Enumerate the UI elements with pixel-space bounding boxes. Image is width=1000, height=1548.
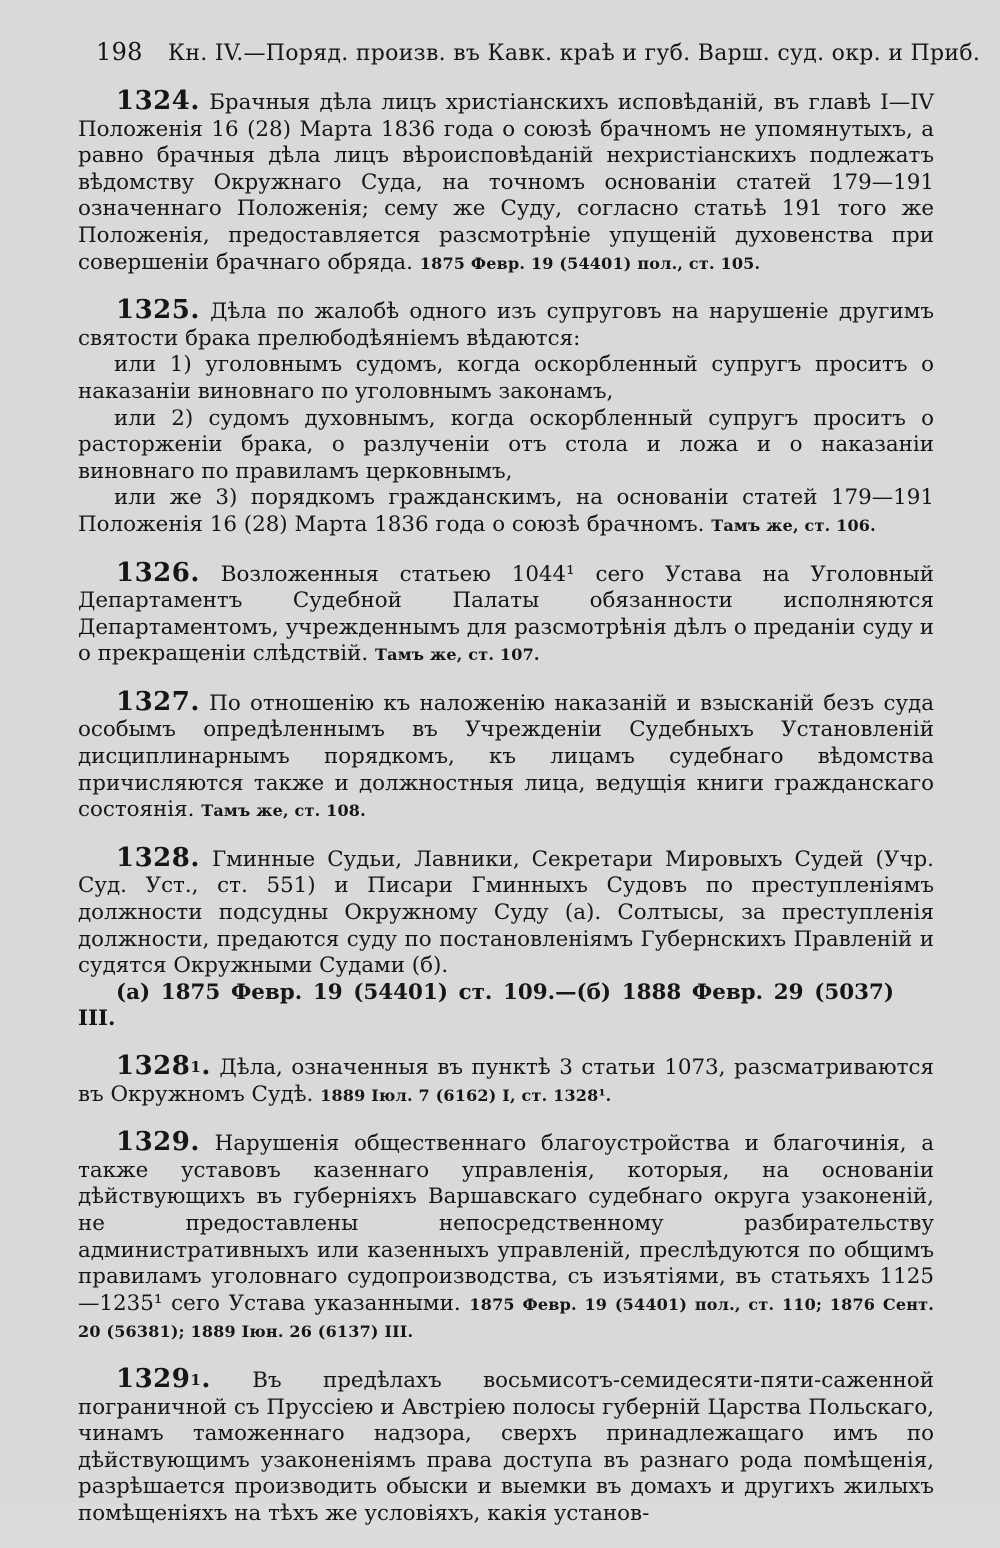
article-1325	[78, 297, 934, 539]
article-paragraph	[78, 686, 934, 825]
article-paragraph	[78, 1129, 934, 1346]
article-text: Въ предѣлахъ восьмисотъ-семидесяти-пяти-саженной пограничной съ Пруссіею и Австріею полосы губерній Царства Польскаго, чинамъ таможеннаго надзора, сверхъ принадлежащаго имъ по дѣйствующимъ узаконеніямъ права доступа въ разнаго рода помѣщенія, разрѣшается производить обыски и выемки въ домахъ и другихъ жилыхъ помѣщеніяхъ на тѣхъ же условіяхъ, какія установ-	[78, 1367, 934, 1526]
article-text: Нарушенія общественнаго благоустройства и благочинія, а также уставовъ казеннаго управленія, которыя, на основаніи дѣйствующихъ въ губерніяхъ Варшавскаго судебнаго округа узаконеній, не предоставлены непосредственному разбирательству административныхъ или казенныхъ управленій, преслѣдуются по общимъ правиламъ уголовнаго судопроизводства, съ изъятіями, въ статьяхъ 1125—1235¹ сего Устава указанными.	[78, 1131, 934, 1316]
article-paragraph	[78, 88, 934, 277]
article-1326	[78, 557, 934, 669]
legal-reference: Тамъ же, ст. 108.	[201, 801, 366, 821]
article-text: Дѣла, означенныя въ пунктѣ 3 статьи 1073, разсматриваются въ Окружномъ Судѣ.	[78, 1055, 934, 1107]
article-1329	[78, 1129, 934, 1346]
legal-reference: 1875 Февр. 19 (54401) пол., ст. 110; 1876 Сент. 20 (56381); 1889 Іюн. 26 (6137) III.	[78, 1294, 934, 1342]
page-number: 198	[96, 38, 143, 66]
running-title: Кн. IV.—Поряд. произв. въ Кавк. краѣ и губ. Варш. суд. окр. и Приб.	[168, 41, 981, 66]
article-text: Возложенныя статьею 1044¹ сего Устава на Уголовный Департаментъ Судебной Палаты обязанности исполняются Департаментомъ, учрежденнымъ для разсмотрѣнія дѣлъ о преданіи суду и о прекращеніи слѣдствій.	[78, 561, 934, 667]
article-number: 1328.	[116, 842, 200, 873]
legal-reference: (а) 1875 Февр. 19 (54401) ст. 109.—(б) 1888 Февр. 29 (5037) III.	[78, 979, 894, 1032]
legal-reference: Тамъ же, ст. 106.	[711, 515, 876, 535]
article-1328	[78, 842, 934, 1033]
legal-reference: 1875 Февр. 19 (54401) пол., ст. 105.	[419, 253, 761, 273]
page-body	[78, 88, 934, 1548]
article-text: По отношенію къ наложенію наказаній и взысканій безъ суда особымъ опредѣленнымъ въ Учрежденіи Судебныхъ Установленій дисциплинарнымъ порядкомъ, къ лицамъ судебнаго вѣдомства причисляются также и должностныя лица, ведущія книги гражданскаго состоянія.	[78, 690, 934, 823]
article-number-superscript: 1	[190, 1370, 202, 1389]
article-text: Гминные Судьи, Лавники, Секретари Мировыхъ Судей (Учр. Суд. Уст., ст. 551) и Писари Гминныхъ Судовъ по преступленіямъ должности подсудны Окружному Суду (а). Солтысы, за преступленія должности, предаются суду по постановленіямъ Губернскихъ Правленій и судятся Окружными Судами (б).	[78, 846, 934, 979]
article-1329-1	[78, 1363, 934, 1528]
legal-reference: Тамъ же, ст. 107.	[375, 645, 540, 665]
legal-reference: 1889 Іюл. 7 (6162) I, ст. 1328¹.	[320, 1085, 612, 1105]
article-paragraph	[78, 1363, 934, 1528]
article-text: Дѣла по жалобѣ одного изъ супруговъ на нарушеніе другимъ святости брака прелюбодѣяніемъ вѣдаются:	[78, 299, 934, 351]
article-item	[78, 485, 934, 539]
article-paragraph	[78, 297, 934, 352]
article-1327	[78, 686, 934, 825]
article-number: 1327.	[116, 686, 200, 717]
article-paragraph	[78, 557, 934, 669]
article-paragraph	[78, 1053, 934, 1109]
article-number-superscript: 1	[190, 1058, 202, 1076]
article-paragraph	[78, 842, 934, 980]
article-text: Брачныя дѣла лицъ христіанскихъ исповѣданій, въ главѣ I—IV Положенія 16 (28) Марта 1836 года о союзѣ брачномъ не упомянутыхъ, а равно брачныя дѣла лицъ вѣроисповѣданій нехристіанскихъ подлежатъ вѣдомству Окружнаго Суда, на точномъ основаніи статей 179—191 означеннаго Положенія; сему же Суду, согласно статьѣ 191 того же Положенія, предоставляется разсмотрѣніе упущеній духовенства при совершеніи брачнаго обряда.	[78, 90, 935, 275]
running-header	[96, 38, 981, 66]
article-1328-1	[78, 1053, 934, 1109]
article-number: 1326.	[116, 557, 200, 588]
article-1324	[78, 88, 934, 277]
article-item: или 1) уголовнымъ судомъ, когда оскорбленный супругъ проситъ о наказаніи виновнаго по уголовнымъ законамъ,	[78, 352, 934, 404]
article-item-text: или же 3) порядкомъ гражданскимъ, на основаніи статей 179—191 Положенія 16 (28) Марта 1836 года о союзѣ брачномъ.	[78, 485, 934, 537]
article-number: 1324.	[116, 86, 200, 116]
article-number: 1325.	[116, 295, 200, 326]
article-number: 1329$^1$.	[116, 1363, 211, 1394]
article-number: 1328$^1$.	[116, 1051, 211, 1081]
article-number: 1329.	[116, 1127, 200, 1158]
article-item: или 2) судомъ духовнымъ, когда оскорбленный супругъ проситъ о расторженіи брака, о разлученіи отъ стола и ложа и о наказаніи виновнаго по правиламъ церковнымъ,	[78, 405, 934, 484]
